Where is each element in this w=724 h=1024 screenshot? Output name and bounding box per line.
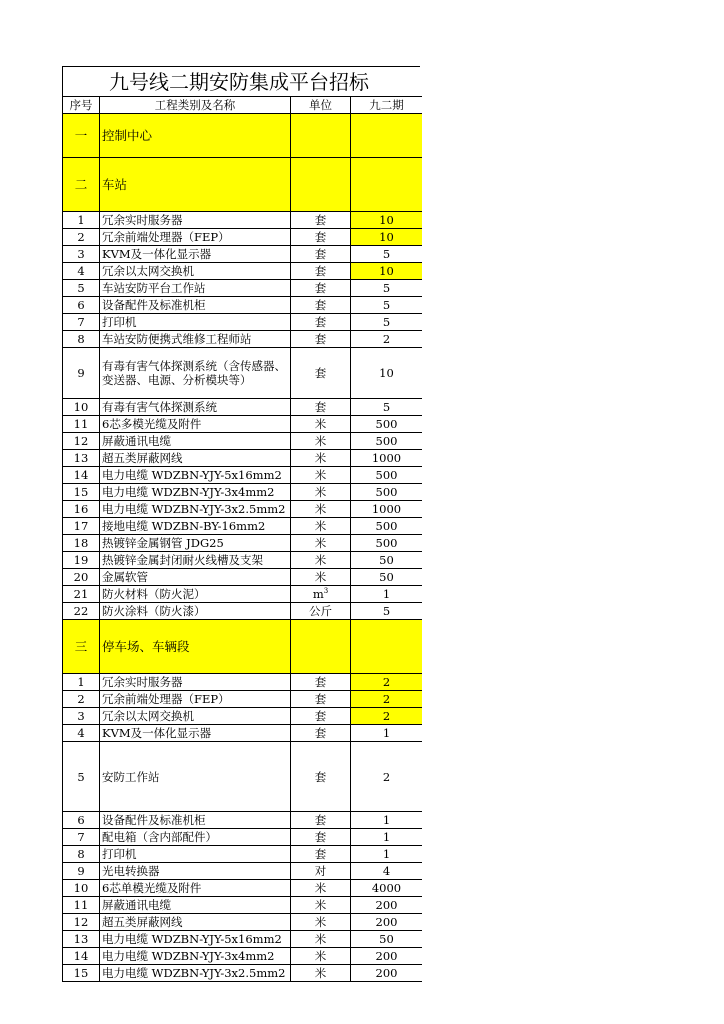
cell-unit: $m^3$: [291, 586, 351, 603]
cell-qty: 200: [351, 914, 423, 931]
cell-name: 屏蔽通讯电缆: [100, 897, 291, 914]
cell-name: 屏蔽通讯电缆: [100, 433, 291, 450]
spreadsheet: [62, 66, 420, 982]
table-row: [63, 484, 423, 501]
table-row: [63, 518, 423, 535]
cell-unit: 米: [291, 552, 351, 569]
cell-name: 超五类屏蔽网线: [100, 914, 291, 931]
cell-name: 有毒有害气体探测系统（含传感器、变送器、电源、分析模块等）: [100, 348, 291, 399]
cell-unit: 套: [291, 314, 351, 331]
cell-unit: 套: [291, 742, 351, 812]
cell-qty: 1000: [351, 501, 423, 518]
cell-qty: 10: [351, 212, 423, 229]
cell-name: 6芯多模光缆及附件: [100, 416, 291, 433]
section-row: [63, 114, 423, 158]
cell-seq: 17: [63, 518, 100, 535]
cell-seq: 11: [63, 897, 100, 914]
cell-name: 控制中心: [100, 114, 291, 158]
table-row: [63, 263, 423, 280]
cell-name: 设备配件及标准机柜: [100, 297, 291, 314]
section-row: [63, 158, 423, 212]
cell-name: 设备配件及标准机柜: [100, 812, 291, 829]
table-row: [63, 331, 423, 348]
cell-seq: 19: [63, 552, 100, 569]
cell-name: KVM及一体化显示器: [100, 725, 291, 742]
cell-unit: 米: [291, 467, 351, 484]
cell-qty: [351, 158, 423, 212]
cell-seq: 一: [63, 114, 100, 158]
table-row: [63, 880, 423, 897]
cell-qty: 5: [351, 297, 423, 314]
table-row: [63, 708, 423, 725]
cell-qty: 1000: [351, 450, 423, 467]
cell-seq: 5: [63, 742, 100, 812]
cell-seq: 14: [63, 948, 100, 965]
cell-qty: 2: [351, 708, 423, 725]
header-qty: 九二期: [351, 97, 423, 114]
cell-qty: 200: [351, 965, 423, 982]
cell-unit: 套: [291, 212, 351, 229]
cell-name: 停车场、车辆段: [100, 620, 291, 674]
cell-qty: 500: [351, 484, 423, 501]
cell-qty: 4: [351, 863, 423, 880]
cell-qty: 1: [351, 725, 423, 742]
cell-qty: 5: [351, 399, 423, 416]
cell-qty: 500: [351, 518, 423, 535]
cell-unit: 套: [291, 399, 351, 416]
table-row: [63, 674, 423, 691]
cell-seq: 7: [63, 829, 100, 846]
table-row: [63, 948, 423, 965]
cell-qty: 1: [351, 846, 423, 863]
cell-seq: 6: [63, 812, 100, 829]
cell-seq: 12: [63, 914, 100, 931]
cell-seq: 7: [63, 314, 100, 331]
cell-qty: 2: [351, 674, 423, 691]
table-row: [63, 433, 423, 450]
cell-qty: 500: [351, 433, 423, 450]
table-row: [63, 552, 423, 569]
cell-name: 冗余以太网交换机: [100, 708, 291, 725]
cell-seq: 18: [63, 535, 100, 552]
cell-unit: 米: [291, 569, 351, 586]
cell-unit: 套: [291, 674, 351, 691]
cell-seq: 8: [63, 846, 100, 863]
cell-seq: 3: [63, 246, 100, 263]
cell-qty: 500: [351, 535, 423, 552]
table-row: [63, 280, 423, 297]
cell-unit: 米: [291, 931, 351, 948]
cell-unit: 套: [291, 348, 351, 399]
cell-seq: 9: [63, 348, 100, 399]
cell-name: 超五类屏蔽网线: [100, 450, 291, 467]
cell-seq: 13: [63, 450, 100, 467]
cell-name: KVM及一体化显示器: [100, 246, 291, 263]
table-row: [63, 863, 423, 880]
cell-unit: 套: [291, 812, 351, 829]
cell-seq: 4: [63, 725, 100, 742]
cell-unit: 米: [291, 965, 351, 982]
cell-seq: 1: [63, 674, 100, 691]
cell-seq: 13: [63, 931, 100, 948]
table-row: [63, 725, 423, 742]
unit-superscript: 3: [323, 587, 329, 596]
cell-qty: 50: [351, 569, 423, 586]
cell-name: 热镀锌金属钢管 JDG25: [100, 535, 291, 552]
table-row: [63, 829, 423, 846]
table-row: [63, 501, 423, 518]
header-row: [63, 97, 423, 114]
cell-name: 防火涂料（防火漆）: [100, 603, 291, 620]
cell-unit: 套: [291, 725, 351, 742]
cell-qty: 1: [351, 812, 423, 829]
cell-seq: 4: [63, 263, 100, 280]
cell-seq: 2: [63, 229, 100, 246]
table-row: [63, 314, 423, 331]
cell-seq: 1: [63, 212, 100, 229]
table-row: [63, 965, 423, 982]
cell-unit: 公斤: [291, 603, 351, 620]
cell-seq: 16: [63, 501, 100, 518]
cell-qty: 500: [351, 416, 423, 433]
cell-name: 电力电缆 WDZBN-YJY-5x16mm2: [100, 467, 291, 484]
cell-unit: 米: [291, 433, 351, 450]
cell-qty: 5: [351, 280, 423, 297]
cell-qty: 200: [351, 948, 423, 965]
bid-table: [62, 96, 422, 982]
cell-unit: 米: [291, 518, 351, 535]
header-name: 工程类别及名称: [100, 97, 291, 114]
cell-seq: 15: [63, 965, 100, 982]
cell-seq: 三: [63, 620, 100, 674]
cell-name: 冗余前端处理器（FEP）: [100, 229, 291, 246]
cell-unit: 米: [291, 535, 351, 552]
table-row: [63, 931, 423, 948]
cell-unit: 套: [291, 331, 351, 348]
cell-qty: [351, 620, 423, 674]
cell-name: 车站安防平台工作站: [100, 280, 291, 297]
cell-name: 冗余实时服务器: [100, 212, 291, 229]
cell-qty: 5: [351, 246, 423, 263]
cell-name: 电力电缆 WDZBN-YJY-3x2.5mm2: [100, 965, 291, 982]
cell-seq: 10: [63, 399, 100, 416]
cell-qty: 5: [351, 603, 423, 620]
cell-qty: 4000: [351, 880, 423, 897]
cell-unit: 套: [291, 280, 351, 297]
cell-unit: 套: [291, 691, 351, 708]
cell-qty: 10: [351, 348, 423, 399]
header-seq: 序号: [63, 97, 100, 114]
cell-seq: 8: [63, 331, 100, 348]
cell-seq: 22: [63, 603, 100, 620]
cell-qty: 1: [351, 829, 423, 846]
cell-qty: 50: [351, 552, 423, 569]
cell-unit: 米: [291, 897, 351, 914]
cell-seq: 6: [63, 297, 100, 314]
cell-name: 冗余实时服务器: [100, 674, 291, 691]
cell-unit: 套: [291, 297, 351, 314]
table-row: [63, 691, 423, 708]
cell-seq: 15: [63, 484, 100, 501]
table-row: [63, 467, 423, 484]
cell-seq: 12: [63, 433, 100, 450]
cell-name: 电力电缆 WDZBN-YJY-3x4mm2: [100, 484, 291, 501]
cell-qty: 2: [351, 691, 423, 708]
table-row: [63, 212, 423, 229]
table-row: [63, 603, 423, 620]
cell-unit: 套: [291, 829, 351, 846]
cell-unit: 套: [291, 708, 351, 725]
table-row: [63, 812, 423, 829]
table-row: [63, 846, 423, 863]
cell-seq: 2: [63, 691, 100, 708]
cell-unit: 米: [291, 880, 351, 897]
cell-name: 配电箱（含内部配件）: [100, 829, 291, 846]
cell-qty: 5: [351, 314, 423, 331]
cell-seq: 10: [63, 880, 100, 897]
cell-name: 接地电缆 WDZBN-BY-16mm2: [100, 518, 291, 535]
cell-name: 光电转换器: [100, 863, 291, 880]
table-row: [63, 586, 423, 603]
cell-qty: 10: [351, 229, 423, 246]
table-row: [63, 914, 423, 931]
cell-unit: [291, 114, 351, 158]
cell-name: 热镀锌金属封闭耐火线槽及支架: [100, 552, 291, 569]
cell-unit: 套: [291, 263, 351, 280]
cell-seq: 9: [63, 863, 100, 880]
table-row: [63, 246, 423, 263]
cell-seq: 5: [63, 280, 100, 297]
cell-unit: 米: [291, 914, 351, 931]
table-row: [63, 297, 423, 314]
cell-name: 防火材料（防火泥）: [100, 586, 291, 603]
table-row: [63, 348, 423, 399]
cell-qty: 50: [351, 931, 423, 948]
cell-unit: [291, 158, 351, 212]
cell-unit: 套: [291, 229, 351, 246]
table-row: [63, 450, 423, 467]
cell-seq: 21: [63, 586, 100, 603]
cell-qty: 200: [351, 897, 423, 914]
cell-name: 打印机: [100, 314, 291, 331]
section-row: [63, 620, 423, 674]
cell-seq: 11: [63, 416, 100, 433]
cell-unit: 套: [291, 846, 351, 863]
table-row: [63, 569, 423, 586]
cell-qty: [351, 114, 423, 158]
cell-seq: 14: [63, 467, 100, 484]
table-body: [63, 97, 423, 982]
cell-unit: 米: [291, 450, 351, 467]
cell-name: 车站: [100, 158, 291, 212]
cell-qty: 1: [351, 586, 423, 603]
cell-unit: [291, 620, 351, 674]
cell-unit: 米: [291, 416, 351, 433]
cell-name: 电力电缆 WDZBN-YJY-3x4mm2: [100, 948, 291, 965]
cell-seq: 二: [63, 158, 100, 212]
cell-unit: 米: [291, 948, 351, 965]
cell-name: 电力电缆 WDZBN-YJY-3x2.5mm2: [100, 501, 291, 518]
cell-name: 6芯单模光缆及附件: [100, 880, 291, 897]
cell-name: 有毒有害气体探测系统: [100, 399, 291, 416]
table-row: [63, 897, 423, 914]
cell-unit: 米: [291, 484, 351, 501]
cell-qty: 10: [351, 263, 423, 280]
cell-unit: 套: [291, 246, 351, 263]
header-unit: 单位: [291, 97, 351, 114]
cell-qty: 2: [351, 331, 423, 348]
table-row: [63, 742, 423, 812]
cell-seq: 3: [63, 708, 100, 725]
cell-name: 冗余以太网交换机: [100, 263, 291, 280]
cell-name: 金属软管: [100, 569, 291, 586]
cell-unit: 米: [291, 501, 351, 518]
cell-unit: 对: [291, 863, 351, 880]
cell-name: 电力电缆 WDZBN-YJY-5x16mm2: [100, 931, 291, 948]
table-row: [63, 416, 423, 433]
cell-seq: 20: [63, 569, 100, 586]
cell-name: 安防工作站: [100, 742, 291, 812]
table-row: [63, 229, 423, 246]
cell-name: 打印机: [100, 846, 291, 863]
cell-name: 车站安防便携式维修工程师站: [100, 331, 291, 348]
cell-qty: 2: [351, 742, 423, 812]
table-row: [63, 535, 423, 552]
cell-qty: 500: [351, 467, 423, 484]
table-row: [63, 399, 423, 416]
cell-name: 冗余前端处理器（FEP）: [100, 691, 291, 708]
sheet-title: 九号线二期安防集成平台招标: [62, 66, 420, 96]
